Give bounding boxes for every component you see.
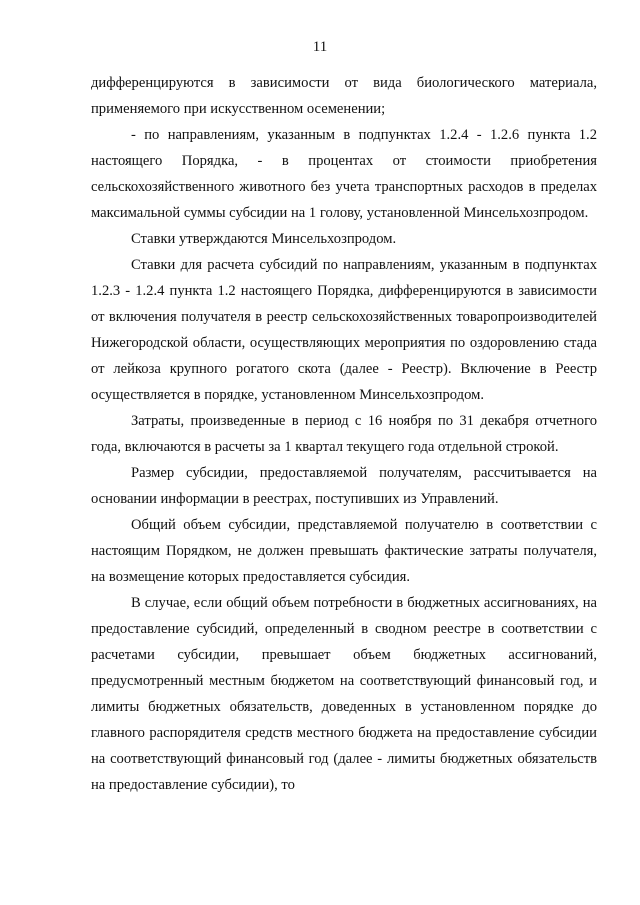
document-body [91, 70, 597, 798]
page-number: 11 [312, 39, 328, 55]
paragraph-continuation: дифференцируются в зависимости от вида биологического материала, применяемого при искусственном осеменении; [91, 75, 597, 117]
paragraph-purchase-rates: - по направлениям, указанным в подпунктах 1.2.4 - 1.2.6 пункта 1.2 настоящего Порядка, - в процентах от стоимости приобретения сельскохозяйственного животного без учета транспортных расходов в пределах максимальной суммы субсидии на 1 голову, установленной Минсельхозпродом. [91, 127, 597, 221]
paragraph-subsidy-limit: Общий объем субсидии, представляемой получателю в соответствии с настоящим Порядком, не должен превышать фактические затраты получателя, на возмещение которых предоставляется субсидия. [91, 517, 597, 585]
paragraph-expenses-period: Затраты, произведенные в период с 16 ноября по 31 декабря отчетного года, включаются в расчеты за 1 квартал текущего года отдельной строкой. [91, 413, 597, 455]
paragraph-registry-rates: Ставки для расчета субсидий по направлениям, указанным в подпунктах 1.2.3 - 1.2.4 пункта 1.2 настоящего Порядка, дифференцируются в зависимости от включения получателя в реестр сельскохозяйственных товаропроизводителей Нижегородской области, осуществляющих мероприятия по оздоровлению стада от лейкоза крупного рогатого скота (далее - Реестр). Включение в Реестр осуществляется в порядке, установленном Минсельхозпродом. [91, 257, 597, 403]
paragraph-budget-shortfall: В случае, если общий объем потребности в бюджетных ассигнованиях, на предоставление субсидий, определенный в сводном реестре в соответствии с расчетами субсидии, превышает объем бюджетных ассигнований, предусмотренный местным бюджетом на соответствующий финансовый год, и лимиты бюджетных обязательств, доведенных в установленном порядке до главного распорядителя средств местного бюджета на предоставление субсидии на соответствующий финансовый год (далее - лимиты бюджетных обязательств на предоставление субсидии), то [91, 595, 597, 793]
paragraph-subsidy-size: Размер субсидии, предоставляемой получателям, рассчитывается на основании информации в реестрах, поступивших из Управлений. [91, 465, 597, 507]
paragraph-rates-approval: Ставки утверждаются Минсельхозпродом. [131, 231, 397, 247]
